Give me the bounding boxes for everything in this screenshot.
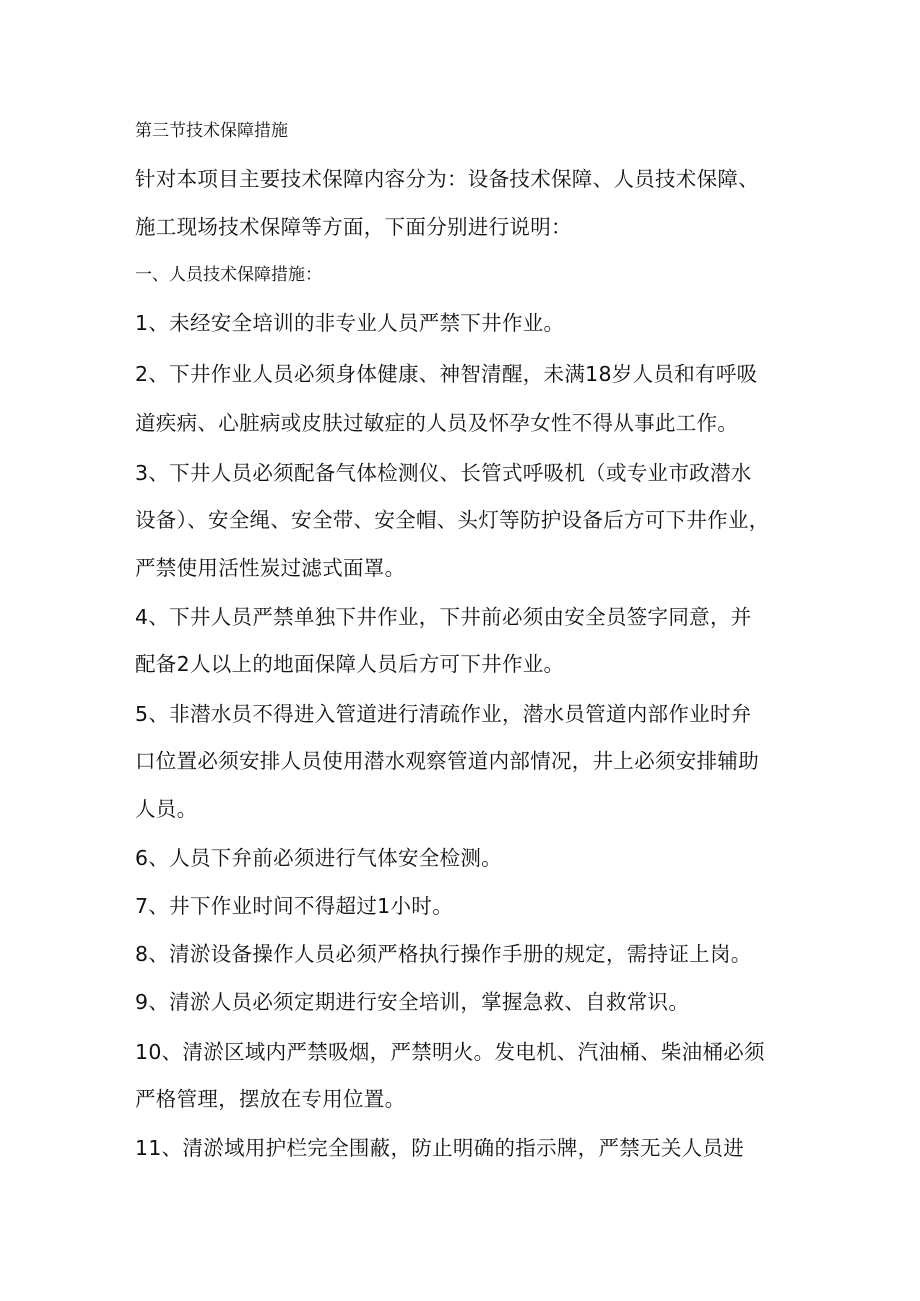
intro-line-1: 针对本项目主要技术保障内容分为：设备技术保障、人员技术保障、 bbox=[135, 167, 759, 191]
item-7-line-1: 7、井下作业时间不得超过1小时。 bbox=[135, 894, 453, 918]
item-5-line-1: 5、非潜水员不得进入管道进行清疏作业，潜水员管道内部作业时弁 bbox=[135, 702, 752, 726]
intro-line-2: 施工现场技术保障等方面，下面分别进行说明： bbox=[135, 215, 572, 239]
item-2-line-2: 道疾病、心脏病或皮肤过敏症的人员及怀孕女性不得从事此工作。 bbox=[135, 411, 739, 435]
item-4-line-1: 4、下井人员严禁单独下井作业，下井前必须由安全员签字同意，并 bbox=[135, 605, 752, 629]
item-10-line-2: 严格管理，摆放在专用位置。 bbox=[135, 1087, 406, 1111]
item-5-line-2: 口位置必须安排人员使用潜水观察管道内部情况，井上必须安排辅助 bbox=[135, 749, 759, 773]
subsection-title: 一、人员技术保障措施： bbox=[135, 265, 322, 285]
item-6-line-1: 6、人员下弁前必须进行气体安全检测。 bbox=[135, 846, 502, 870]
item-2-line-1: 2、下井作业人员必须身体健康、神智清醒，未满18岁人员和有呼吸 bbox=[135, 362, 758, 386]
item-11-line-1: 11、清淤域用护栏完全围蔽，防止明确的指示牌，严禁无关人员进 bbox=[135, 1136, 745, 1160]
item-3-line-2: 设备）、安全绳、安全带、安全帽、头灯等防护设备后方可下井作业， bbox=[135, 508, 770, 532]
section-title: 第三节技术保障措施 bbox=[135, 121, 288, 141]
item-4-line-2: 配备2人以上的地面保障人员后方可下井作业。 bbox=[135, 652, 565, 676]
item-3-line-3: 严禁使用活性炭过滤式面罩。 bbox=[135, 556, 406, 580]
item-3-line-1: 3、下井人员必须配备气体检测仪、长管式呼吸机（或专业市政潜水 bbox=[135, 461, 752, 485]
item-1-line-1: 1、未经安全培训的非专业人员严禁下井作业。 bbox=[135, 311, 565, 335]
item-10-line-1: 10、清淤区域内严禁吸烟，严禁明火。发电机、汽油桶、柴油桶必须 bbox=[135, 1040, 765, 1064]
item-5-line-3: 人员。 bbox=[135, 797, 198, 821]
item-8-line-1: 8、清淤设备操作人员必须严格执行操作手册的规定，需持证上岗。 bbox=[135, 942, 752, 966]
item-9-line-1: 9、清淤人员必须定期进行安全培训，掌握急救、自救常识。 bbox=[135, 990, 690, 1014]
